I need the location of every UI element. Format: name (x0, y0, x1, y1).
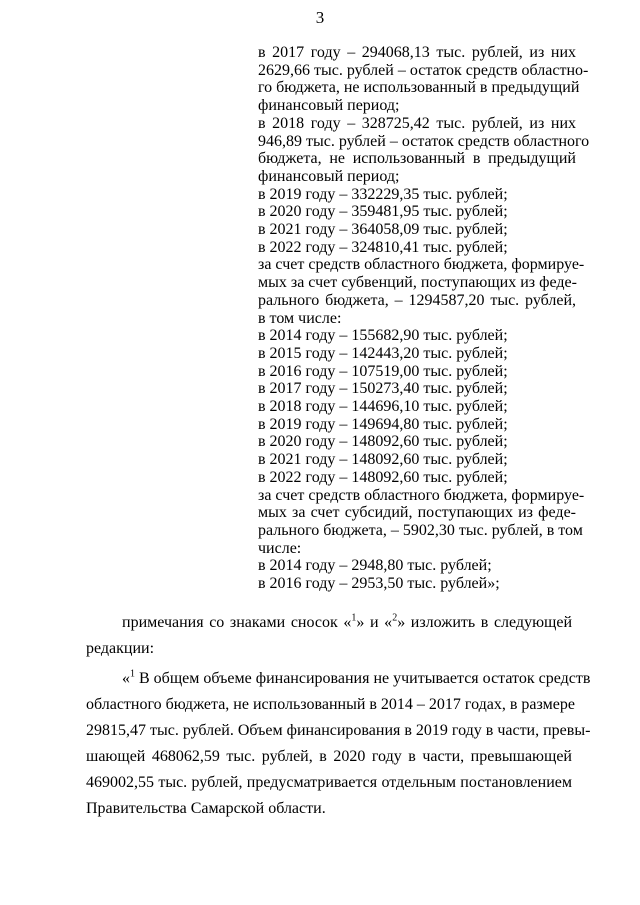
list-line: в 2020 году – 359481,95 тыс. рублей; (258, 203, 508, 221)
footnote-paragraph (86, 666, 591, 822)
footnote-marker: 2 (392, 612, 398, 624)
list-line: в 2018 году – 144696,10 тыс. рублей; (258, 398, 508, 416)
list-line: финансовый период; (258, 97, 400, 115)
page-number: 3 (315, 8, 325, 27)
list-line: за счет средств областного бюджета, формируе- (258, 486, 585, 504)
list-line: в 2019 году – 149694,80 тыс. рублей; (258, 415, 508, 433)
list-line: за счет средств областного бюджета, формируе- (258, 256, 585, 274)
list-line: в 2017 году – 294068,13 тыс. рублей, из них (258, 44, 576, 61)
footnote-line: 469002,55 тыс. рублей, предусматривается отдельным постановлением (86, 774, 572, 791)
list-line: в 2022 году – 148092,60 тыс. рублей; (258, 468, 508, 486)
list-line: бюджета, не использованный в предыдущий (258, 150, 576, 168)
footnote-text: « (122, 670, 130, 687)
list-line: 2629,66 тыс. рублей – остаток средств областно- (258, 61, 589, 79)
list-line: в 2019 году – 332229,35 тыс. рублей; (258, 185, 508, 203)
footnote-marker: 1 (130, 668, 135, 680)
notes-intro-text: » и « (356, 614, 393, 631)
list-line: мых за счет субвенций, поступающих из феде- (258, 274, 577, 292)
list-line: в 2015 году – 142443,20 тыс. рублей; (258, 344, 508, 362)
funding-list (258, 44, 590, 593)
list-line: числе: (258, 539, 302, 557)
list-line: мых за счет субсидий, поступающих из феде- (258, 504, 576, 522)
list-line: в 2017 году – 150273,40 тыс. рублей; (258, 380, 508, 398)
list-line: в 2018 году – 328725,42 тыс. рублей, из них (258, 114, 576, 132)
list-line: го бюджета, не использованный в предыдущий (258, 79, 580, 97)
footnote-marker: 1 (351, 612, 357, 624)
notes-intro-text: примечания со знаками сносок « (122, 614, 352, 631)
list-line: в 2021 году – 364058,09 тыс. рублей; (258, 221, 508, 239)
notes-intro-line: редакции: (86, 640, 155, 657)
footnote-line: Правительства Самарской области. (86, 800, 326, 817)
footnote-line (86, 666, 591, 692)
list-line: рального бюджета, – 1294587,20 тыс. рублей, (258, 291, 576, 309)
list-line: в том числе: (258, 309, 342, 327)
list-line: финансовый период; (258, 167, 400, 185)
list-line: рального бюджета, – 5902,30 тыс. рублей, в том (258, 521, 583, 539)
list-line: 946,89 тыс. рублей – остаток средств областного (258, 132, 590, 150)
list-line: в 2022 году – 324810,41 тыс. рублей; (258, 238, 508, 256)
footnote-line: 29815,47 тыс. рублей. Объем финансирования в 2019 году в части, превы- (86, 722, 591, 739)
list-line: в 2016 году – 107519,00 тыс. рублей; (258, 362, 508, 380)
footnote-line: областного бюджета, не использованный в 2014 – 2017 годах, в размере (86, 696, 575, 713)
notes-intro-text: » изложить в следующей (397, 614, 573, 631)
list-line: в 2014 году – 2948,80 тыс. рублей; (258, 557, 492, 575)
list-line: в 2014 году – 155682,90 тыс. рублей; (258, 327, 508, 345)
footnote-line: шающей 468062,59 тыс. рублей, в 2020 году в части, превышающей (86, 748, 572, 765)
list-line: в 2020 году – 148092,60 тыс. рублей; (258, 433, 508, 451)
notes-intro-paragraph (86, 610, 572, 662)
notes-intro-line (86, 610, 572, 636)
list-line: в 2021 году – 148092,60 тыс. рублей; (258, 451, 508, 469)
list-line: в 2016 году – 2953,50 тыс. рублей»; (258, 575, 500, 593)
footnote-text: В общем объеме финансирования не учитывается остаток средств (135, 670, 591, 687)
